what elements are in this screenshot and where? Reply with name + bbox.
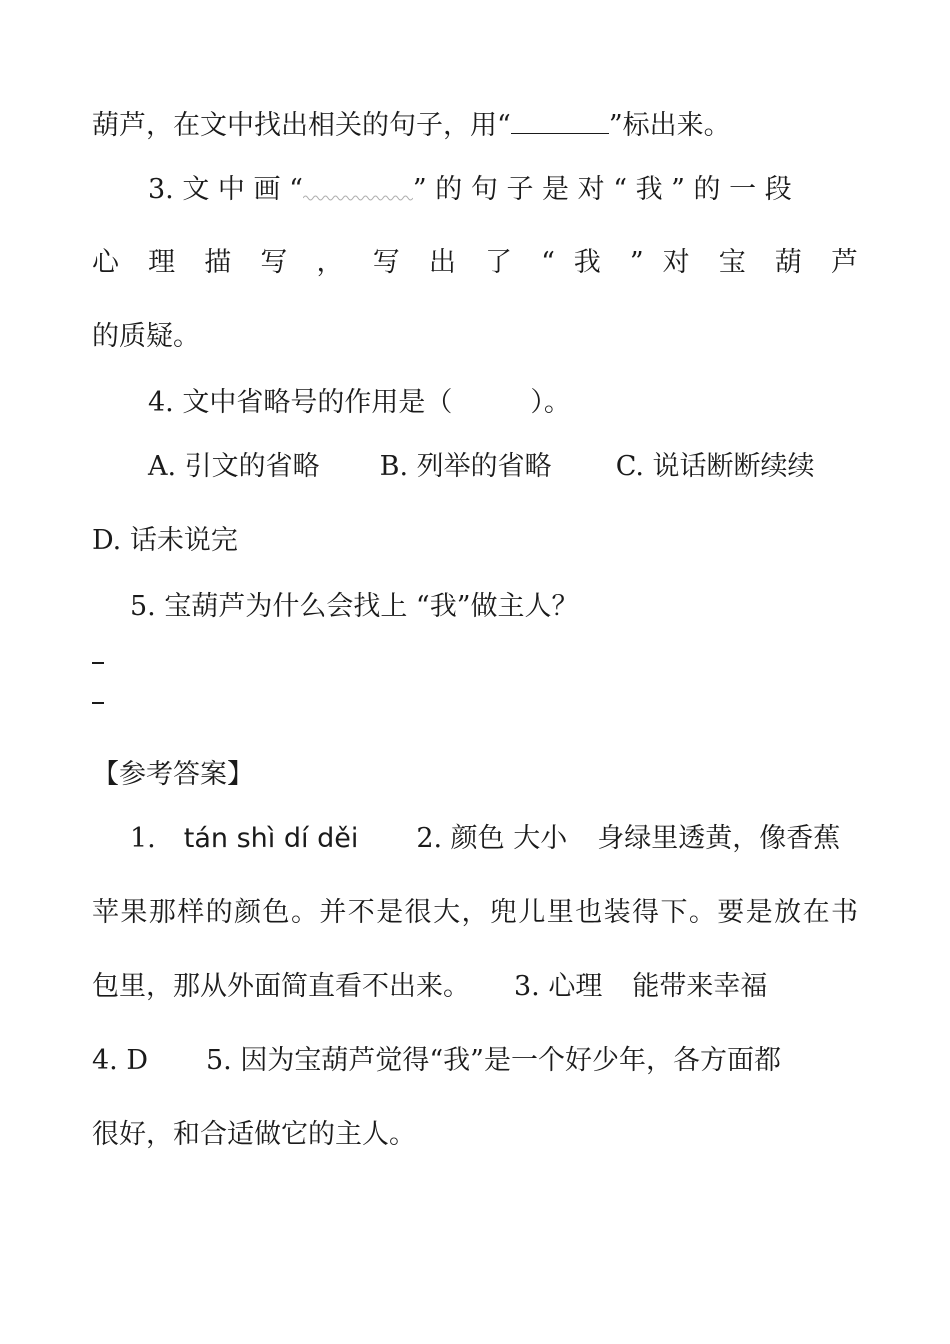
answer-1-pinyin: tán shì dí děi: [183, 823, 359, 854]
answer-4: 4. D: [92, 1045, 148, 1076]
q2-tail-after: ”标出来。: [608, 110, 731, 141]
wavy-underline-blank[interactable]: [303, 172, 413, 198]
q4-option-d[interactable]: D. 话未说完: [92, 525, 238, 556]
q2-tail-before: 葫芦，在文中找出相关的句子，用“: [92, 110, 511, 141]
answer-line-dash[interactable]: [92, 702, 104, 704]
answer-line-dash[interactable]: [92, 662, 104, 664]
q4-option-a[interactable]: A. 引文的省略: [148, 451, 320, 482]
answer-5-text: 5. 因为宝葫芦觉得“我”是一个好少年，各方面都: [206, 1045, 781, 1076]
answers-line5: 很好，和合适做它的主人。: [92, 1119, 416, 1150]
q4-stem-after: ）。: [530, 387, 571, 418]
answer-3-label: 3. 心理: [514, 971, 603, 1002]
answer-1-label: 1.: [130, 823, 156, 854]
q2-tail-line: [92, 107, 858, 141]
answers-line2: 苹果那样的颜色。并不是很大，兜儿里也装得下。要是放在书: [92, 897, 858, 928]
answers-heading: 【参考答案】: [92, 759, 254, 790]
answers-line1: [130, 822, 858, 856]
q4-option-c[interactable]: C. 说话断断续续: [615, 451, 815, 482]
q3-line1: [148, 172, 858, 206]
q4-stem: [148, 386, 858, 420]
answers-line4: [92, 1044, 858, 1078]
q5-stem: 5. 宝葫芦为什么会找上 “我”做主人？: [130, 591, 579, 622]
q3-line2: 心 理 描 写 ， 写 出 了 “ 我 ” 对 宝 葫 芦: [92, 247, 858, 278]
q4-stem-before: 4. 文中省略号的作用是（: [148, 387, 453, 418]
answer-3-text: 能带来幸福: [632, 971, 768, 1002]
answers-line3-text: 包里，那从外面简直看不出来。: [92, 971, 470, 1002]
q4-option-b[interactable]: B. 列举的省略: [379, 451, 552, 482]
q3-line1-after: ” 的 句 子 是 对 “ 我 ” 的 一 段: [412, 174, 792, 205]
answer-2-text: 身绿里透黄，像香蕉: [597, 823, 841, 854]
q3-line1-before: 3. 文 中 画 “: [148, 174, 303, 205]
answers-line3: [92, 970, 858, 1004]
underline-blank[interactable]: [511, 107, 609, 134]
q3-line3: 的质疑。: [92, 321, 200, 352]
answer-2-label: 2. 颜色 大小: [416, 823, 568, 854]
q4-options: [148, 450, 858, 484]
